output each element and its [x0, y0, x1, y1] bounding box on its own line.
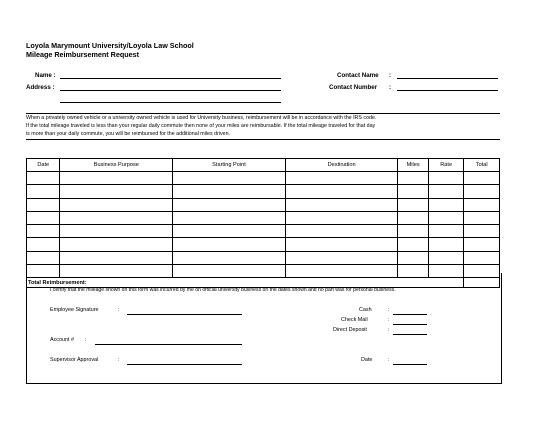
table-cell[interactable]: [60, 198, 173, 211]
cash-colon: :: [388, 307, 390, 313]
table-row: [27, 185, 500, 198]
cash-label: Cash: [359, 307, 372, 313]
table-cell[interactable]: [398, 211, 428, 224]
table-row: [27, 211, 500, 224]
table-cell[interactable]: [27, 185, 60, 198]
contact-name-label: Contact Name: [337, 72, 379, 79]
table-cell[interactable]: [285, 185, 398, 198]
date-label: Date: [361, 357, 373, 363]
account-colon: :: [85, 337, 87, 343]
col-rate: Rate: [428, 159, 464, 172]
table-cell[interactable]: [60, 172, 173, 185]
notice-line-1: When a privately owned vehicle or a university owned vehicle is used for University business, reimbursement will be in accordance with the IRS code.: [26, 115, 377, 121]
table-cell[interactable]: [428, 211, 464, 224]
table-cell[interactable]: [60, 238, 173, 251]
direct-deposit-label: Direct Deposit: [333, 327, 367, 333]
table-cell[interactable]: [173, 198, 286, 211]
reimbursement-notice: [26, 113, 500, 140]
table-row: [27, 251, 500, 264]
table-cell[interactable]: [60, 185, 173, 198]
contact-name-colon: :: [389, 72, 392, 79]
table-cell[interactable]: [60, 251, 173, 264]
employee-signature-field[interactable]: [127, 314, 242, 315]
table-cell[interactable]: [464, 225, 500, 238]
employee-signature-label: Employee Signature: [50, 307, 99, 313]
table-cell[interactable]: [428, 238, 464, 251]
table-cell[interactable]: [60, 211, 173, 224]
supervisor-approval-label: Supervisor Approval: [50, 357, 99, 363]
institution-name: Loyola Marymount University/Loyola Law School: [26, 41, 194, 50]
table-cell[interactable]: [285, 172, 398, 185]
table-row: [27, 198, 500, 211]
table-cell[interactable]: [398, 238, 428, 251]
table-cell[interactable]: [464, 211, 500, 224]
table-cell[interactable]: [173, 225, 286, 238]
address-field-line-1[interactable]: [60, 90, 281, 91]
table-cell[interactable]: [60, 225, 173, 238]
form-title: Mileage Reimbursement Request: [26, 50, 140, 59]
total-reimbursement-label: Total Reimbursement:: [27, 278, 464, 288]
table-header-row: [27, 159, 500, 172]
col-total: Total: [464, 159, 500, 172]
table-cell[interactable]: [173, 185, 286, 198]
date-colon: :: [388, 357, 390, 363]
employee-signature-colon: :: [118, 307, 120, 313]
table-row: [27, 225, 500, 238]
table-cell[interactable]: [428, 172, 464, 185]
table-cell[interactable]: [398, 251, 428, 264]
direct-deposit-field[interactable]: [393, 334, 427, 335]
table-cell[interactable]: [464, 198, 500, 211]
direct-deposit-colon: :: [388, 327, 390, 333]
supervisor-approval-colon: :: [118, 357, 120, 363]
table-cell[interactable]: [27, 198, 60, 211]
table-cell[interactable]: [428, 185, 464, 198]
table-cell[interactable]: [464, 251, 500, 264]
table-cell[interactable]: [398, 225, 428, 238]
contact-number-field[interactable]: [397, 90, 498, 91]
account-label: Account #: [50, 337, 74, 343]
address-field-line-2[interactable]: [60, 102, 281, 103]
table-cell[interactable]: [173, 211, 286, 224]
contact-number-colon: :: [389, 84, 392, 91]
contact-name-field[interactable]: [397, 78, 498, 79]
col-starting-point: Starting Point: [173, 159, 286, 172]
name-label: Name :: [35, 72, 56, 79]
table-cell[interactable]: [285, 198, 398, 211]
table-cell[interactable]: [464, 185, 500, 198]
account-number-field[interactable]: [95, 344, 242, 345]
notice-line-2: If the total mileage traveled is less than your regular daily commute then none of your miles are reimbursable. If the total mileage traveled for that day: [26, 122, 376, 129]
name-field[interactable]: [60, 78, 281, 79]
table-cell[interactable]: [285, 225, 398, 238]
col-business-purpose: Business Purpose: [60, 159, 173, 172]
mileage-table: [26, 158, 500, 288]
table-cell[interactable]: [173, 251, 286, 264]
table-cell[interactable]: [398, 185, 428, 198]
notice-line-3: is more than your daily commute, you will be reimbursed for the additional miles driven.: [26, 130, 231, 137]
table-cell[interactable]: [428, 251, 464, 264]
col-miles: Miles: [398, 159, 428, 172]
table-row: [27, 172, 500, 185]
table-cell[interactable]: [398, 172, 428, 185]
check-mail-colon: :: [388, 317, 390, 323]
table-cell[interactable]: [27, 225, 60, 238]
table-cell[interactable]: [173, 238, 286, 251]
table-cell[interactable]: [398, 198, 428, 211]
cash-field[interactable]: [393, 314, 427, 315]
table-cell[interactable]: [27, 251, 60, 264]
contact-number-label: Contact Number: [329, 84, 378, 91]
address-label: Address :: [26, 84, 55, 91]
table-cell[interactable]: [428, 198, 464, 211]
col-date: Date: [27, 159, 60, 172]
check-mail-label: Check Mail: [341, 317, 368, 323]
table-cell[interactable]: [428, 225, 464, 238]
col-destination: Destination: [285, 159, 398, 172]
table-cell[interactable]: [27, 211, 60, 224]
table-cell[interactable]: [27, 172, 60, 185]
table-cell[interactable]: [285, 238, 398, 251]
table-cell[interactable]: [27, 238, 60, 251]
date-field[interactable]: [393, 364, 427, 365]
table-cell[interactable]: [285, 251, 398, 264]
check-mail-field[interactable]: [393, 324, 427, 325]
table-cell[interactable]: [464, 172, 500, 185]
certification-statement: I certify that the mileage shown on this form was incurred by me on official university business on the dates shown and no part was for personal business.: [50, 287, 396, 293]
table-cell[interactable]: [285, 211, 398, 224]
table-row: [27, 238, 500, 251]
table-cell[interactable]: [464, 238, 500, 251]
table-cell[interactable]: [173, 172, 286, 185]
supervisor-approval-field[interactable]: [127, 364, 242, 365]
